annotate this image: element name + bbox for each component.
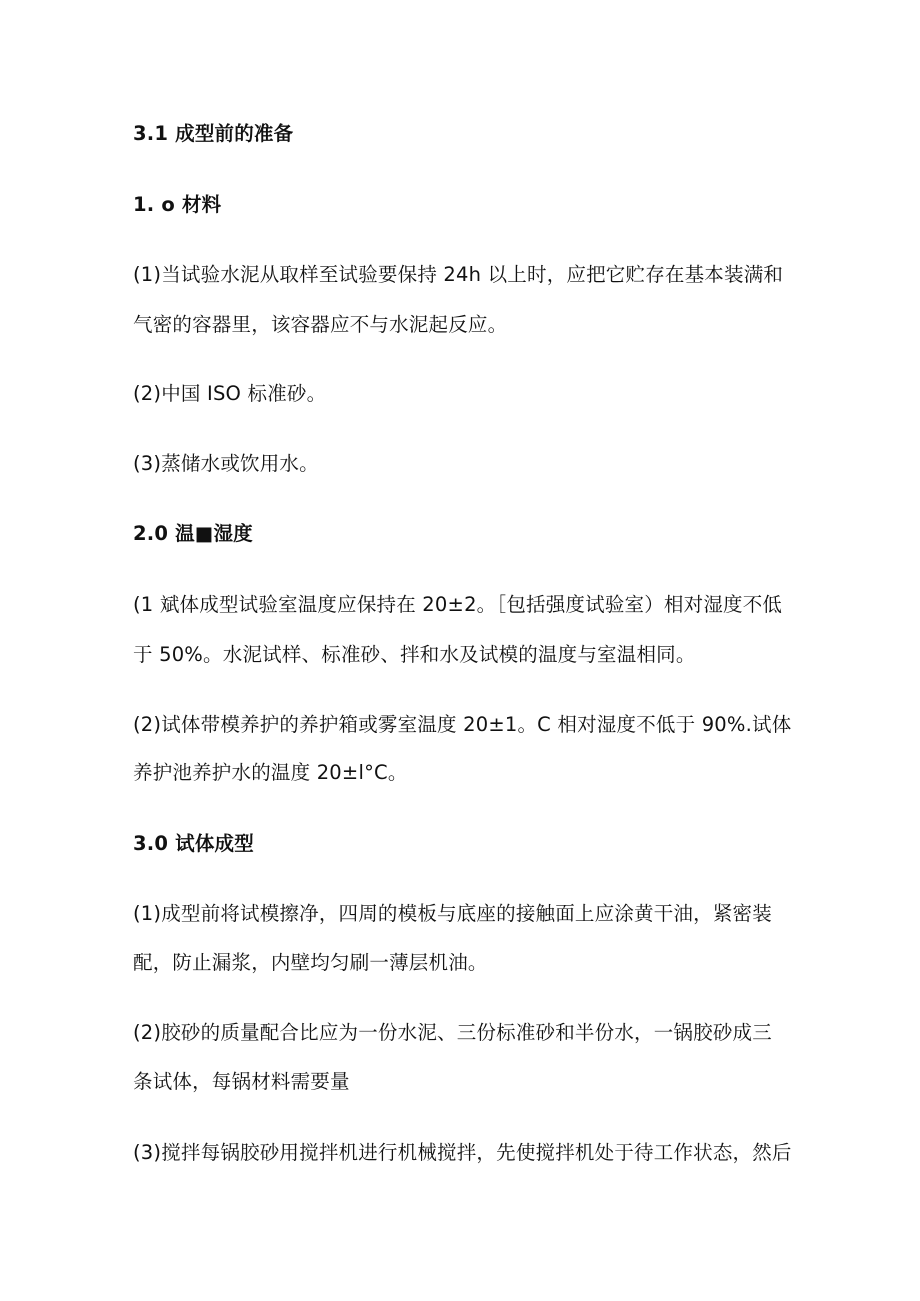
paragraph-line: (1)当试验水泥从取样至试验要保持 24h 以上时，应把它贮存在基本装满和 (133, 263, 784, 286)
section-heading-specimen-molding: 3.0 试体成型 (133, 832, 254, 855)
paragraph-line: 养护池养护水的温度 20±l°C。 (133, 761, 408, 784)
paragraph-line: 条试体，每锅材料需要量 (133, 1070, 350, 1093)
paragraph-line: 气密的容器里，该容器应不与水泥起反应。 (133, 313, 508, 336)
paragraph-line: (2)胶砂的质量配合比应为一份水泥、三份标准砂和半份水，一锅胶砂成三 (133, 1021, 772, 1044)
paragraph-line: 配，防止漏浆，内壁均匀刷一薄层机油。 (133, 951, 488, 974)
paragraph-line: 于 50%。水泥试样、标准砂、拌和水及试模的温度与室温相同。 (133, 643, 696, 666)
paragraph-line: (3)搅拌每锅胶砂用搅拌机进行机械搅拌，先使搅拌机处于待工作状态，然后 (133, 1141, 792, 1164)
paragraph-line: (3)蒸储水或饮用水。 (133, 452, 319, 475)
section-heading-preparation: 3.1 成型前的准备 (133, 122, 294, 145)
paragraph-line: (2)试体带模养护的养护箱或雾室温度 20±1。C 相对湿度不低于 90%.试体 (133, 713, 792, 736)
paragraph-line: (2)中国 ISO 标准砂。 (133, 382, 327, 405)
paragraph-line: (1)成型前将试模擦净，四周的模板与底座的接触面上应涂黄干油，紧密装 (133, 902, 772, 925)
section-heading-temperature-humidity: 2.0 温■湿度 (133, 522, 253, 545)
section-heading-materials: 1. o 材料 (133, 193, 222, 216)
paragraph-line: (1 斌体成型试验室温度应保持在 20±2。［包括强度试验室）相对湿度不低 (133, 593, 783, 616)
